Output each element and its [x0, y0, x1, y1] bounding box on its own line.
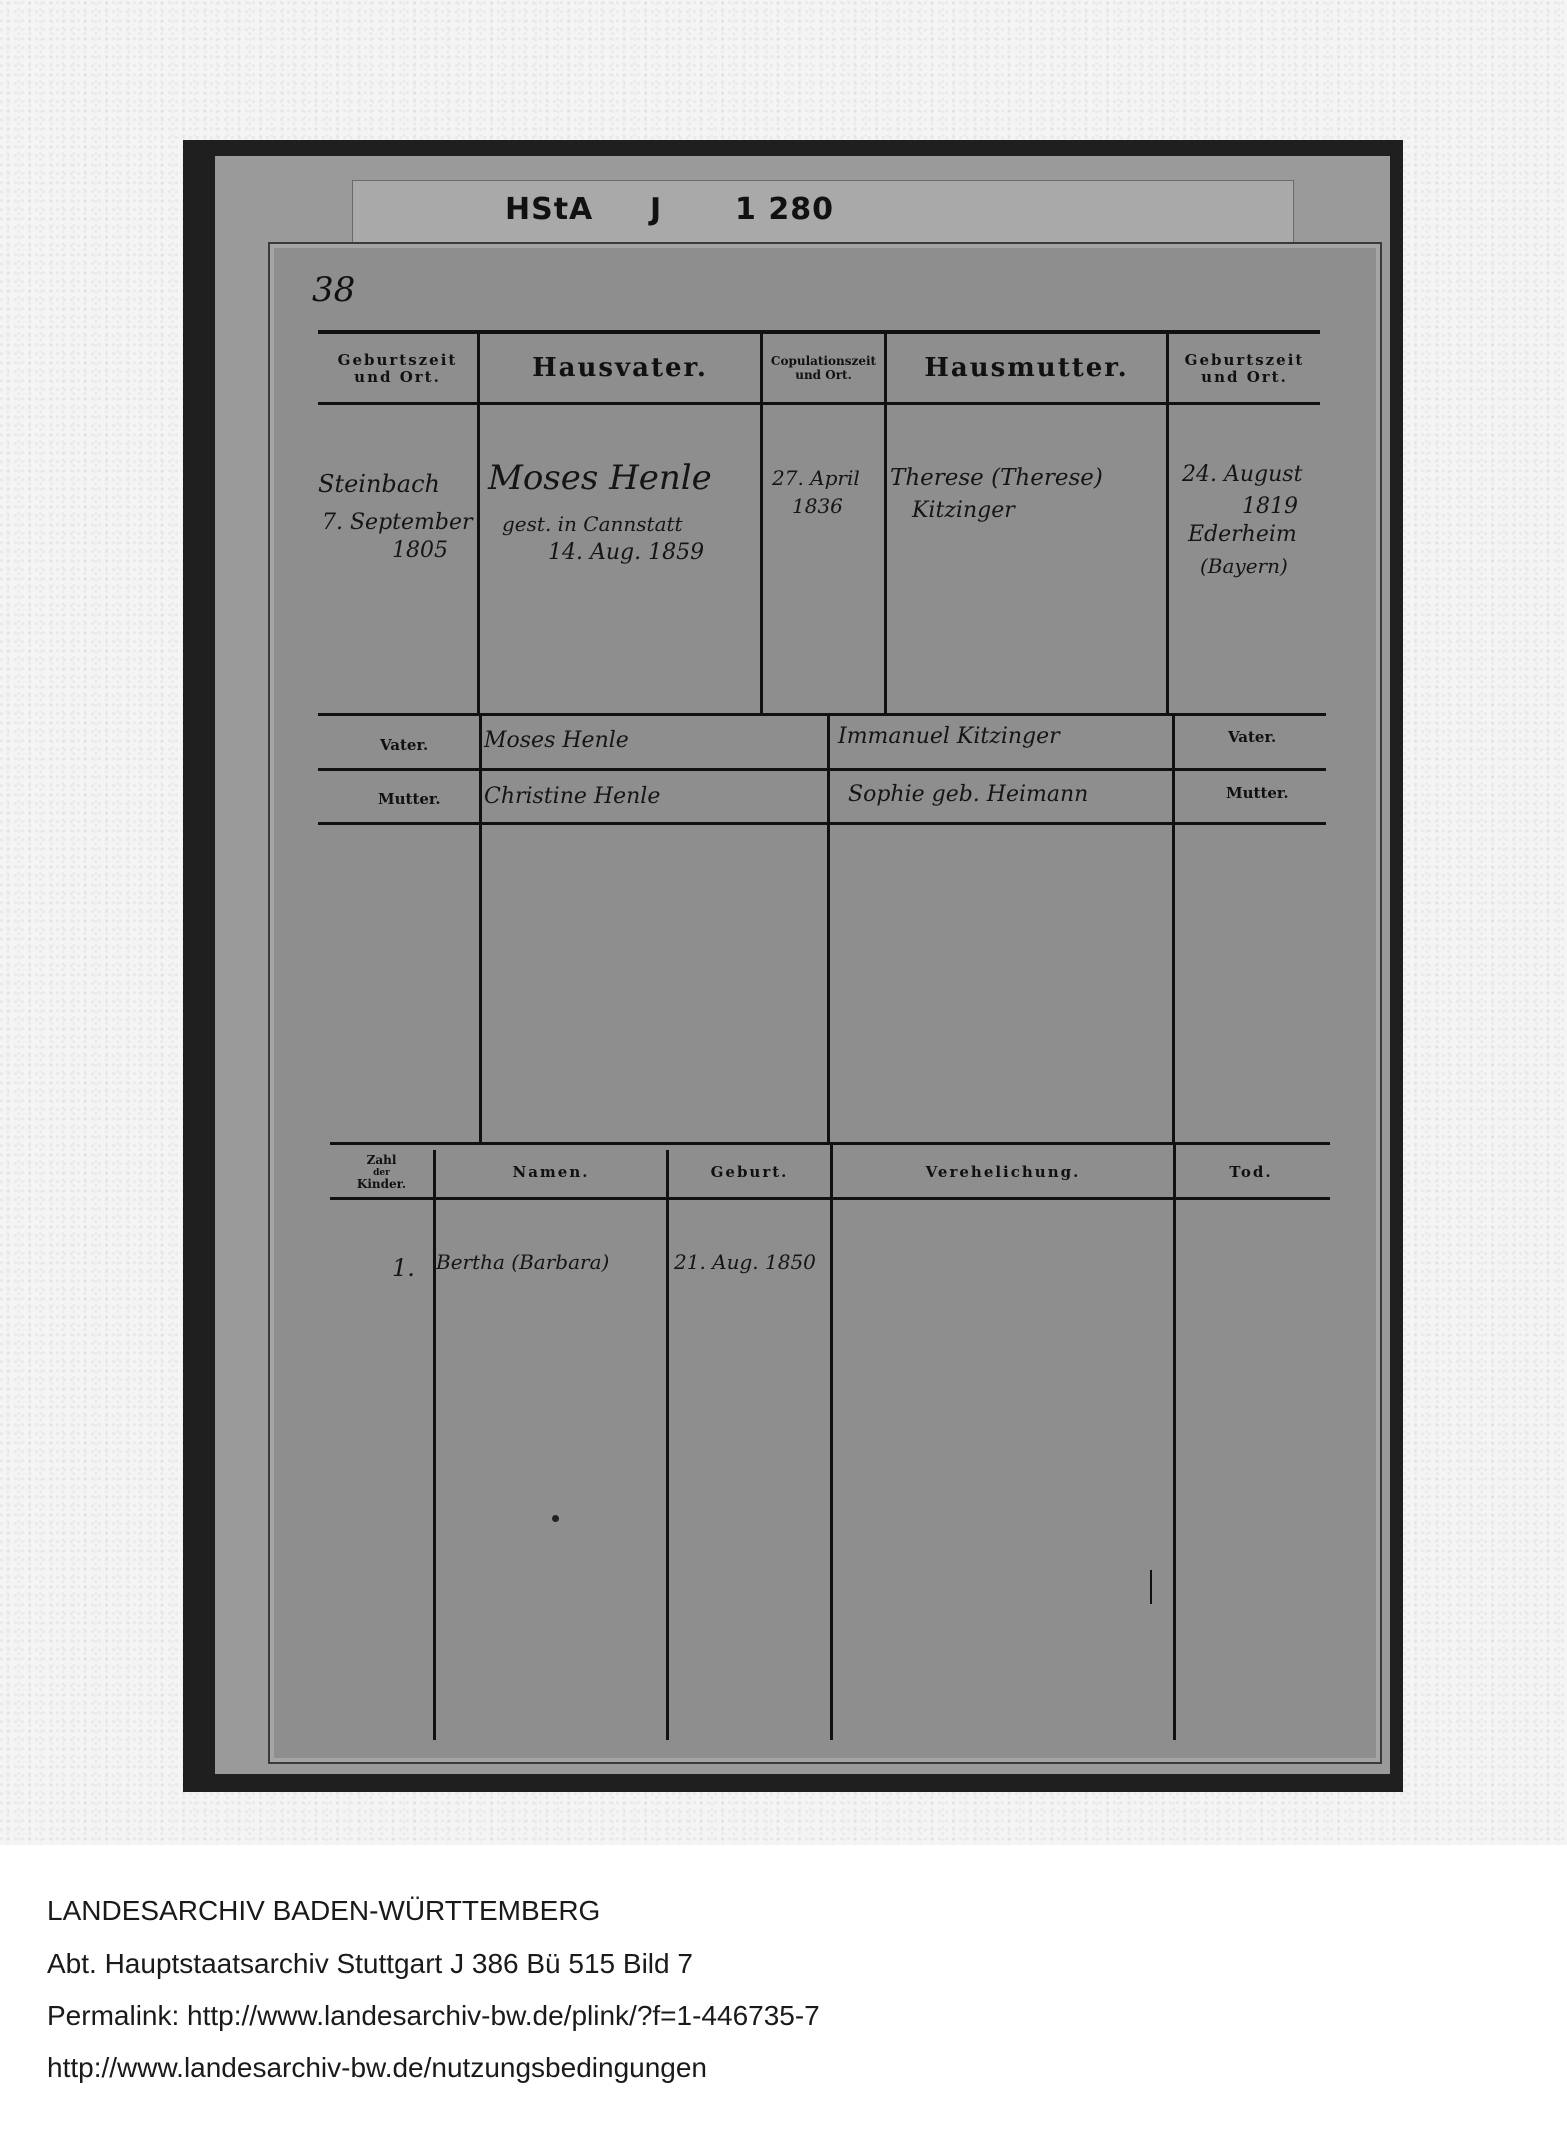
father-death-place: gest. in Cannstatt — [502, 512, 683, 536]
page-number: 38 — [312, 270, 356, 310]
children-header-marriage: Verehelichung. — [925, 1163, 1081, 1182]
copulation-date: 27. April — [772, 466, 860, 490]
father-death-date: 14. Aug. 1859 — [548, 540, 705, 565]
children-header-death: Tod. — [1229, 1163, 1273, 1182]
children-header-number: Zahl der Kinder. — [356, 1153, 407, 1192]
mother-birthyear: 1819 — [1242, 494, 1298, 519]
parents-divider-1 — [479, 714, 482, 1144]
mutter-label-left: Mutter. — [378, 790, 441, 808]
child-1-name: Bertha (Barbara) — [436, 1250, 610, 1274]
scan-speck — [552, 1515, 559, 1522]
father-birthplace: Steinbach — [318, 470, 440, 498]
children-divider-1 — [433, 1150, 436, 1740]
mother-birthplace: Ederheim — [1188, 522, 1297, 547]
footer-archive-name: LANDESARCHIV BADEN-WÜRTTEMBERG — [47, 1895, 601, 1926]
children-header-names: Namen. — [512, 1163, 590, 1182]
maternal-grandfather: Immanuel Kitzinger — [838, 724, 1060, 749]
child-1-birth: 21. Aug. 1850 — [674, 1250, 816, 1274]
parents-divider-2 — [827, 714, 830, 1144]
paternal-grandmother: Christine Henle — [484, 784, 661, 809]
vater-label-right: Vater. — [1228, 728, 1277, 746]
mutter-label-right: Mutter. — [1226, 784, 1289, 802]
header-birth-mother: Geburtszeit und Ort. — [1184, 350, 1305, 386]
father-birthdate: 7. September — [322, 510, 473, 535]
mother-birthdate: 24. August — [1182, 462, 1303, 487]
parents-divider-3 — [1172, 714, 1175, 1144]
paternal-grandfather: Moses Henle — [484, 728, 629, 753]
header-copulation: Copulationszeit und Ort. — [770, 354, 877, 382]
father-birthyear: 1805 — [392, 538, 448, 563]
archive-label-part3: 1 280 — [735, 192, 834, 227]
archive-label-part1: HStA — [505, 192, 594, 227]
archive-label-part2: J — [650, 192, 663, 227]
footer-terms-link[interactable]: http://www.landesarchiv-bw.de/nutzungsbedingungen — [47, 2052, 707, 2083]
mother-maiden-name: Kitzinger — [912, 498, 1015, 523]
header-hausvater: Hausvater. — [532, 353, 708, 384]
maternal-grandmother: Sophie geb. Heimann — [848, 782, 1089, 807]
vater-label-left: Vater. — [380, 736, 429, 754]
header-hausmutter: Hausmutter. — [924, 353, 1129, 384]
child-1-number: 1. — [392, 1254, 415, 1282]
copulation-year: 1836 — [792, 494, 843, 518]
scan-mark — [1150, 1570, 1152, 1604]
children-divider-2 — [666, 1150, 669, 1740]
father-name: Moses Henle — [488, 458, 712, 498]
mother-name: Therese (Therese) — [890, 465, 1103, 491]
footer-reference: Abt. Hauptstaatsarchiv Stuttgart J 386 Bü 515 Bild 7 — [47, 1948, 693, 1979]
header-bottom-rule — [318, 402, 1320, 405]
children-header-birth: Geburt. — [710, 1163, 789, 1182]
header-birth-father: Geburtszeit und Ort. — [337, 350, 458, 386]
table-top-rule — [318, 330, 1320, 334]
footer-permalink[interactable]: Permalink: http://www.landesarchiv-bw.de/plink/?f=1-446735-7 — [47, 2000, 820, 2031]
children-divider-4 — [1173, 1145, 1176, 1740]
mother-birth-region: (Bayern) — [1200, 554, 1288, 578]
children-divider-3 — [830, 1145, 833, 1740]
